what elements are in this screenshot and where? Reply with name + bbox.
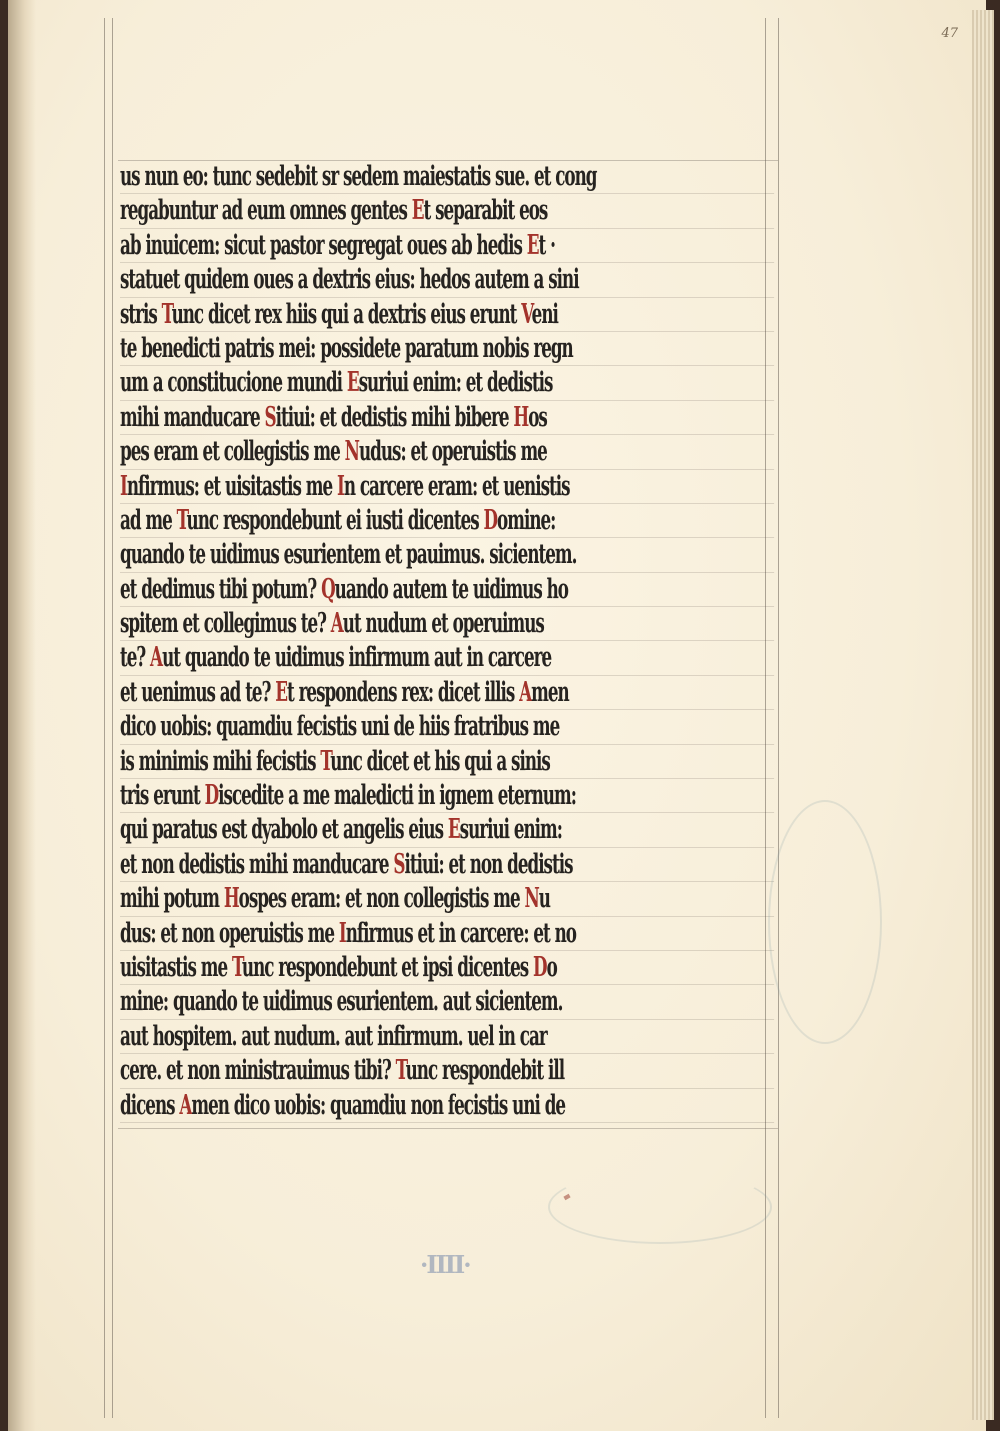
text-segment: udus: et operuistis me — [358, 436, 547, 468]
text-segment: aut hospitem. aut nudum. aut infirmum. uel in car — [120, 1020, 547, 1052]
text-segment: et uenimus ad te? — [120, 676, 276, 708]
text-segment: mine: quando te uidimus esurientem. aut sicientem. — [120, 986, 563, 1018]
rubricated-initial: S — [393, 848, 405, 880]
text-segment: uando autem te uidimus ho — [334, 573, 568, 605]
text-line — [120, 882, 774, 916]
text-segment: cere. et non ministrauimus tibi? — [120, 1055, 396, 1087]
text-line — [120, 951, 774, 985]
text-line — [120, 676, 774, 710]
text-segment: nfirmus et in carcere: et no — [345, 917, 576, 949]
ruling-line — [778, 18, 779, 1418]
text-segment: unc respondebunt ei iusti dicentes — [186, 504, 484, 536]
text-segment: ab inuicem: sicut pastor segregat oues ab hedis — [120, 229, 527, 261]
rubricated-initial: I — [338, 917, 346, 949]
text-segment: te? — [120, 642, 151, 674]
text-line — [120, 435, 774, 469]
show-through-decoration — [548, 1170, 772, 1244]
text-line — [120, 194, 774, 228]
text-segment: regabuntur ad eum omnes gentes — [120, 195, 412, 227]
text-line — [120, 607, 774, 641]
text-segment: quando te uidimus esurientem et pauimus. sicientem. — [120, 539, 577, 571]
text-segment: nfirmus: et uisitastis me — [126, 470, 337, 502]
text-segment: unc dicet rex hiis qui a dextris eius erunt — [171, 298, 522, 330]
text-line — [120, 298, 774, 332]
text-segment: dicens — [120, 1089, 180, 1121]
text-segment: eni — [531, 298, 558, 330]
rubricated-initial: H — [223, 883, 239, 915]
text-segment: men — [531, 676, 569, 708]
rubricated-initial: T — [320, 745, 331, 777]
rubricated-initial: E — [447, 814, 460, 846]
text-segment: suriui enim: et dedistis — [358, 367, 553, 399]
fore-edge — [972, 10, 994, 1420]
text-segment: uisitastis me — [120, 951, 232, 983]
text-segment: unc respondebit ill — [405, 1055, 565, 1087]
manuscript-page — [8, 0, 986, 1431]
rubricated-initial: E — [275, 676, 288, 708]
rubricated-initial: A — [330, 608, 343, 640]
rubricated-initial: D — [533, 951, 547, 983]
text-segment: unc dicet et his qui a sinis — [330, 745, 550, 777]
text-line — [120, 1020, 774, 1054]
text-segment: u — [538, 883, 550, 915]
text-segment: tris erunt — [120, 780, 205, 812]
rubricated-initial: T — [161, 298, 172, 330]
text-segment: ut nudum et operuimus — [342, 608, 544, 640]
text-segment: itiui: et non dedistis — [404, 848, 573, 880]
rubricated-initial: I — [120, 470, 127, 502]
rubricated-initial: A — [179, 1089, 192, 1121]
text-segment: mihi potum — [120, 883, 224, 915]
text-line — [120, 1054, 774, 1088]
rubricated-initial: H — [513, 401, 529, 433]
text-segment: dico uobis: quamdiu fecistis uni de hiis fratribus me — [120, 711, 560, 743]
text-line — [120, 710, 774, 744]
text-segment: unc respondebunt et ipsi dicentes — [241, 951, 534, 983]
folio-number: 47 — [941, 26, 958, 41]
text-line — [120, 848, 774, 882]
rubricated-initial: D — [483, 504, 498, 536]
text-line — [120, 641, 774, 675]
text-segment: dus: et non operuistis me — [120, 917, 339, 949]
text-line — [120, 229, 774, 263]
text-segment: omine: — [497, 504, 556, 536]
text-segment: stris — [120, 298, 162, 330]
text-segment: men dico uobis: quamdiu non fecistis uni de — [191, 1089, 566, 1121]
text-segment: ut quando te uidimus infirmum aut in carcere — [162, 642, 552, 674]
text-segment: et dedimus tibi potum? — [120, 573, 322, 605]
text-line — [120, 366, 774, 400]
quire-signature: ·IIII· — [420, 1250, 470, 1279]
text-segment: suriui enim: — [459, 814, 562, 846]
text-line — [120, 985, 774, 1019]
text-segment: is minimis mihi fecistis — [120, 745, 321, 777]
text-segment: ospes eram: et non collegistis me — [238, 883, 525, 915]
text-segment: n carcere eram: et uenistis — [343, 470, 570, 502]
rubricated-initial: E — [411, 195, 424, 227]
text-segment: spitem et collegimus te? — [120, 608, 331, 640]
text-segment: itiui: et dedistis mihi bibere — [275, 401, 514, 433]
text-segment: ad me — [120, 504, 177, 536]
text-line — [120, 573, 774, 607]
rubricated-initial: E — [346, 367, 359, 399]
rubricated-initial: N — [344, 436, 359, 468]
binding-gutter — [8, 0, 36, 1431]
text-segment: os — [528, 401, 547, 433]
text-line — [120, 1089, 774, 1123]
text-segment: qui paratus est dyabolo et angelis eius — [120, 814, 448, 846]
text-segment: um a constitucione mundi — [120, 367, 347, 399]
text-segment: us nun eo: tunc sedebit sr sedem maiestatis sue. et cong — [120, 161, 597, 192]
text-line — [120, 779, 774, 813]
text-segment: t respondens rex: dicet illis — [287, 676, 520, 708]
text-line — [120, 917, 774, 951]
rubricated-initial: N — [524, 883, 539, 915]
text-segment: et non dedistis mihi manducare — [120, 848, 394, 880]
text-segment: t · — [538, 229, 555, 261]
ruling-line — [104, 18, 105, 1418]
rubricated-initial: S — [264, 401, 276, 433]
rubricated-initial: Q — [321, 573, 335, 605]
text-segment: statuet quidem oues a dextris eius: hedos autem a sini — [120, 264, 579, 296]
text-line — [120, 160, 774, 194]
text-line — [120, 504, 774, 538]
rubricated-initial: A — [519, 676, 532, 708]
text-line — [120, 745, 774, 779]
rubricated-initial: T — [231, 951, 242, 983]
text-line — [120, 538, 774, 572]
show-through-decoration — [768, 800, 882, 1044]
text-line — [120, 813, 774, 847]
ruling-line — [112, 18, 113, 1418]
text-segment: iscedite a me maledicti in ignem eternum: — [218, 780, 576, 812]
rubricated-initial: I — [336, 470, 344, 502]
rubricated-initial: T — [395, 1055, 406, 1087]
rubricated-initial: D — [204, 780, 219, 812]
text-line — [120, 263, 774, 297]
text-block — [120, 160, 775, 1130]
text-segment: te benedicti patris mei: possidete paratum nobis regn — [120, 332, 573, 364]
rubricated-initial: E — [526, 229, 539, 261]
rubricated-initial: V — [521, 298, 532, 330]
text-line — [120, 401, 774, 435]
text-line — [120, 332, 774, 366]
rubricated-initial: T — [176, 504, 187, 536]
text-line — [120, 470, 774, 504]
text-segment: t separabit eos — [423, 195, 548, 227]
text-segment: pes eram et collegistis me — [120, 436, 345, 468]
rubricated-initial: A — [150, 642, 163, 674]
text-segment: o — [546, 951, 557, 983]
text-segment: mihi manducare — [120, 401, 265, 433]
